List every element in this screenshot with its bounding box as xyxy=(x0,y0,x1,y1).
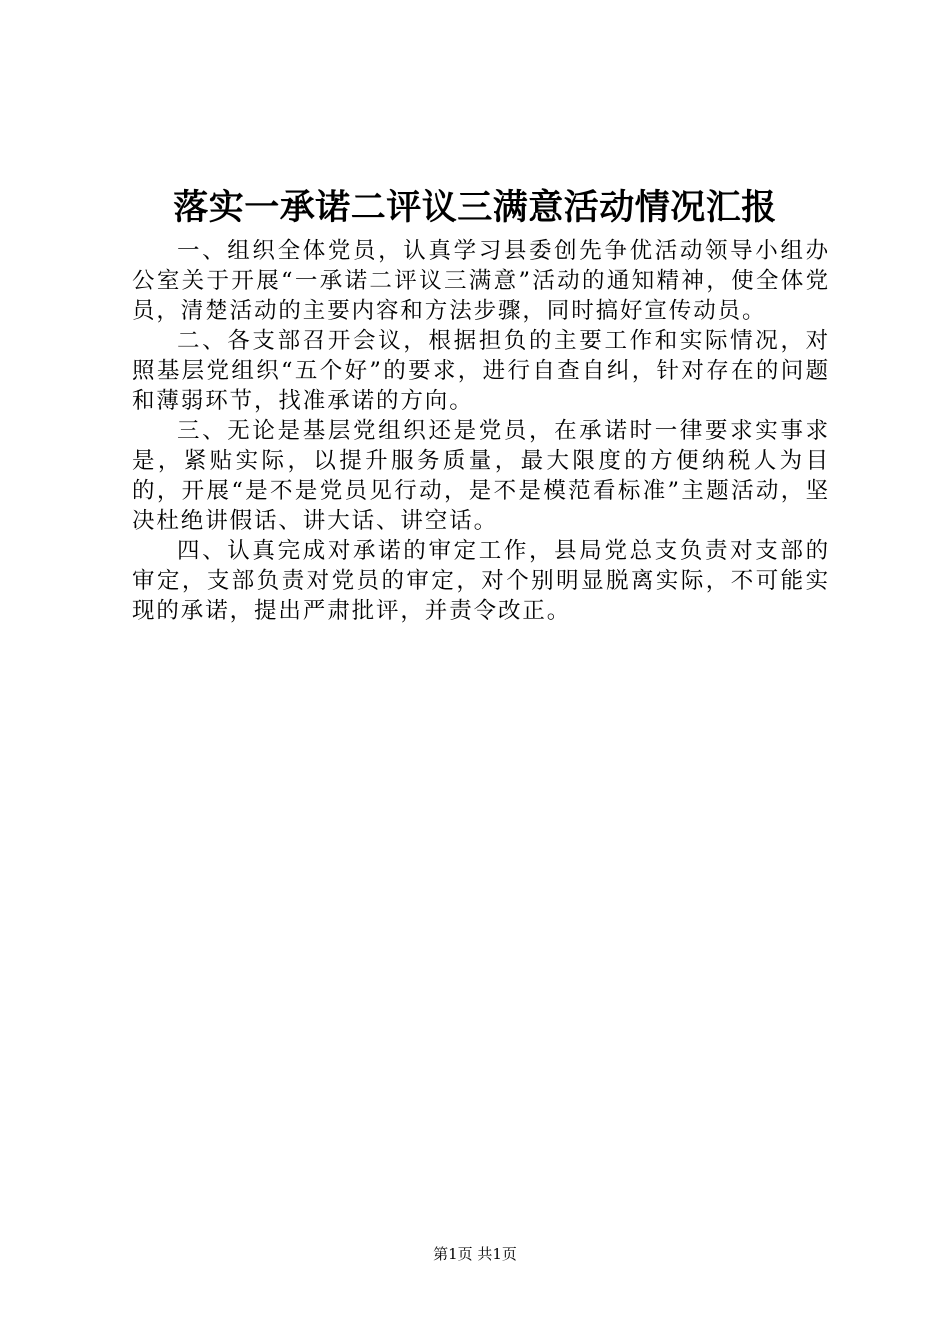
document-body xyxy=(132,236,830,626)
page-footer: 第1页 共1页 xyxy=(433,1245,517,1263)
paragraph-4: 四、认真完成对承诺的审定工作，县局党总支负责对支部的审定，支部负责对党员的审定，对个别明显脱离实际，不可能实现的承诺，提出严肃批评，并责令改正。 xyxy=(132,538,830,624)
paragraph-3: 三、无论是基层党组织还是党员，在承诺时一律要求实事求是，紧贴实际，以提升服务质量，最大限度的方便纳税人为目的，开展“是不是党员见行动，是不是模范看标准”主题活动，坚决杜绝讲假话、讲大话、讲空话。 xyxy=(132,418,830,534)
paragraph-1: 一、组织全体党员，认真学习县委创先争优活动领导小组办公室关于开展“一承诺二评议三满意”活动的通知精神，使全体党员，清楚活动的主要内容和方法步骤，同时搞好宣传动员。 xyxy=(132,238,830,324)
paragraph-2: 二、各支部召开会议，根据担负的主要工作和实际情况，对照基层党组织“五个好”的要求，进行自查自纠，针对存在的问题和薄弱环节，找准承诺的方向。 xyxy=(132,328,830,414)
document-title: 落实一承诺二评议三满意活动情况汇报 xyxy=(173,187,777,228)
